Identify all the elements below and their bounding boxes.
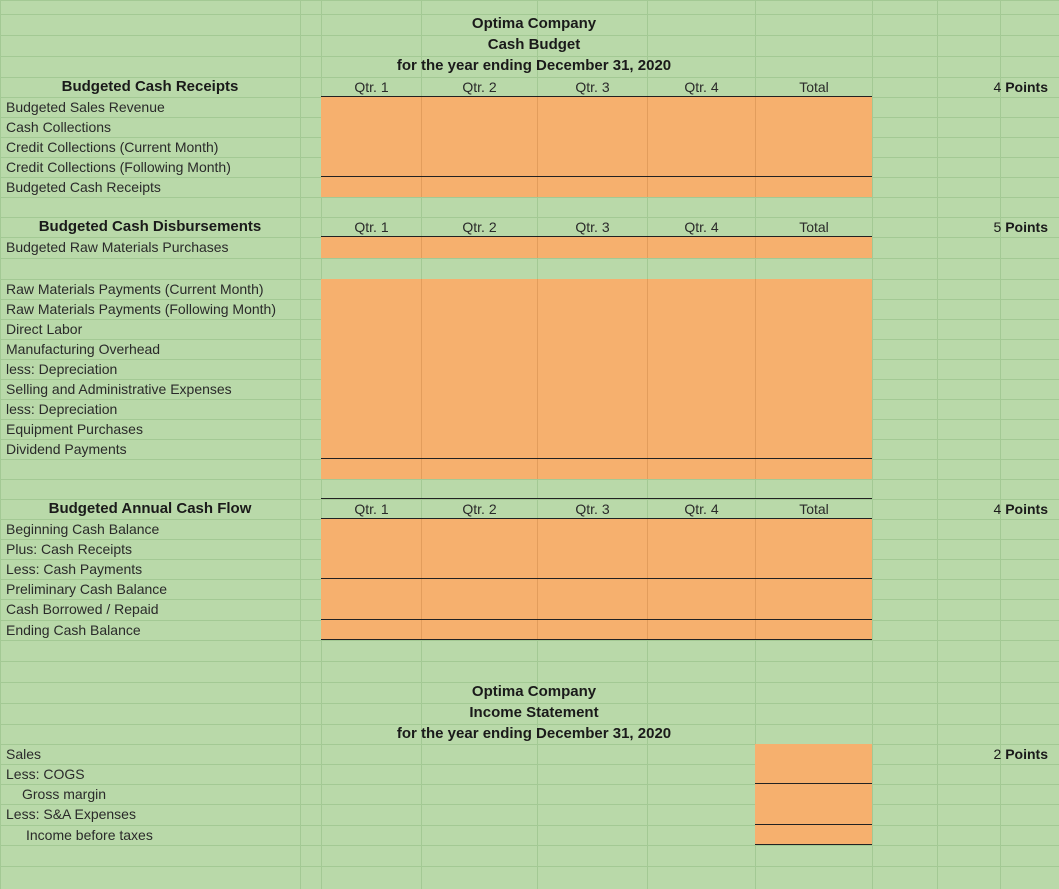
receipts-points-word: Points <box>1005 79 1048 95</box>
receipts-row-label: Cash Collections <box>6 119 112 135</box>
disbursements-total-header: Total <box>799 219 829 235</box>
disbursements-row-label: Selling and Administrative Expenses <box>6 381 232 397</box>
cash-flow-points <box>940 499 1048 519</box>
disbursements-input-cells[interactable] <box>321 279 872 479</box>
disbursements-qtr-2-header: Qtr. 2 <box>462 219 497 235</box>
cash-flow-row-label: Cash Borrowed / Repaid <box>6 601 159 617</box>
cash-flow-qtr-4-header: Qtr. 4 <box>684 501 719 517</box>
disbursements-qtr-4-header: Qtr. 4 <box>684 219 719 235</box>
disbursements-row-label: Manufacturing Overhead <box>6 341 161 357</box>
disbursements-row-label: Raw Materials Payments (Following Month) <box>6 301 276 317</box>
cash-flow-points-word: Points <box>1005 501 1048 517</box>
disbursements-row-label: Direct Labor <box>6 321 83 337</box>
receipts-qtr-3-header: Qtr. 3 <box>575 79 610 95</box>
cash-budget-period: for the year ending December 31, 2020 <box>396 57 672 74</box>
disbursements-row-label: less: Depreciation <box>6 401 118 417</box>
receipts-points-value: 4 <box>993 79 1002 95</box>
receipts-row-label: Credit Collections (Current Month) <box>6 139 219 155</box>
cash-budget-title: Cash Budget <box>487 36 581 53</box>
receipts-row-label: Credit Collections (Following Month) <box>6 159 231 175</box>
income-statement-title: Income Statement <box>469 704 599 721</box>
cash-flow-points-value: 4 <box>993 501 1002 517</box>
cash-flow-total-header: Total <box>799 501 829 517</box>
income-points <box>940 744 1048 764</box>
income-points-word: Points <box>1005 746 1048 762</box>
disbursements-row-label: Raw Materials Payments (Current Month) <box>6 281 264 297</box>
receipts-qtr-4-header: Qtr. 4 <box>684 79 719 95</box>
purchases-row-label: Budgeted Raw Materials Purchases <box>6 239 229 255</box>
receipts-total-header: Total <box>799 79 829 95</box>
income-row-label: Income before taxes <box>26 827 153 843</box>
disbursements-row-label: less: Depreciation <box>6 361 118 377</box>
income-row-label: Gross margin <box>22 786 107 802</box>
disbursements-points <box>940 217 1048 237</box>
disbursements-points-value: 5 <box>993 219 1002 235</box>
receipts-row-label: Budgeted Cash Receipts <box>6 179 161 195</box>
cash-flow-row-label: Ending Cash Balance <box>6 622 141 638</box>
cash-flow-input-cells[interactable] <box>321 519 872 640</box>
disbursements-qtr-1-header: Qtr. 1 <box>354 219 389 235</box>
income-input-cells[interactable] <box>755 744 872 845</box>
receipts-qtr-1-header: Qtr. 1 <box>354 79 389 95</box>
income-row-label: Less: COGS <box>6 766 85 782</box>
income-company-name: Optima Company <box>471 683 597 700</box>
disbursements-heading: Budgeted Cash Disbursements <box>38 218 262 235</box>
cash-flow-heading: Budgeted Annual Cash Flow <box>48 500 252 517</box>
cash-flow-qtr-2-header: Qtr. 2 <box>462 501 497 517</box>
cash-flow-row-label: Beginning Cash Balance <box>6 521 160 537</box>
receipts-input-cells[interactable] <box>321 97 872 197</box>
company-name: Optima Company <box>471 15 597 32</box>
income-row-label: Sales <box>6 746 42 762</box>
cash-flow-row-label: Plus: Cash Receipts <box>6 541 133 557</box>
receipts-heading: Budgeted Cash Receipts <box>61 78 239 95</box>
disbursements-points-word: Points <box>1005 219 1048 235</box>
cash-flow-qtr-3-header: Qtr. 3 <box>575 501 610 517</box>
cash-flow-row-label: Preliminary Cash Balance <box>6 581 168 597</box>
receipts-points <box>940 77 1048 97</box>
disbursements-qtr-3-header: Qtr. 3 <box>575 219 610 235</box>
income-row-label: Less: S&A Expenses <box>6 806 136 822</box>
cash-flow-row-label: Less: Cash Payments <box>6 561 143 577</box>
disbursements-row-label: Dividend Payments <box>6 441 127 457</box>
income-points-value: 2 <box>993 746 1002 762</box>
purchases-input-cells[interactable] <box>321 237 872 258</box>
receipts-row-label: Budgeted Sales Revenue <box>6 99 165 115</box>
cash-flow-qtr-1-header: Qtr. 1 <box>354 501 389 517</box>
disbursements-row-label: Equipment Purchases <box>6 421 143 437</box>
income-statement-period: for the year ending December 31, 2020 <box>396 725 672 742</box>
receipts-qtr-2-header: Qtr. 2 <box>462 79 497 95</box>
